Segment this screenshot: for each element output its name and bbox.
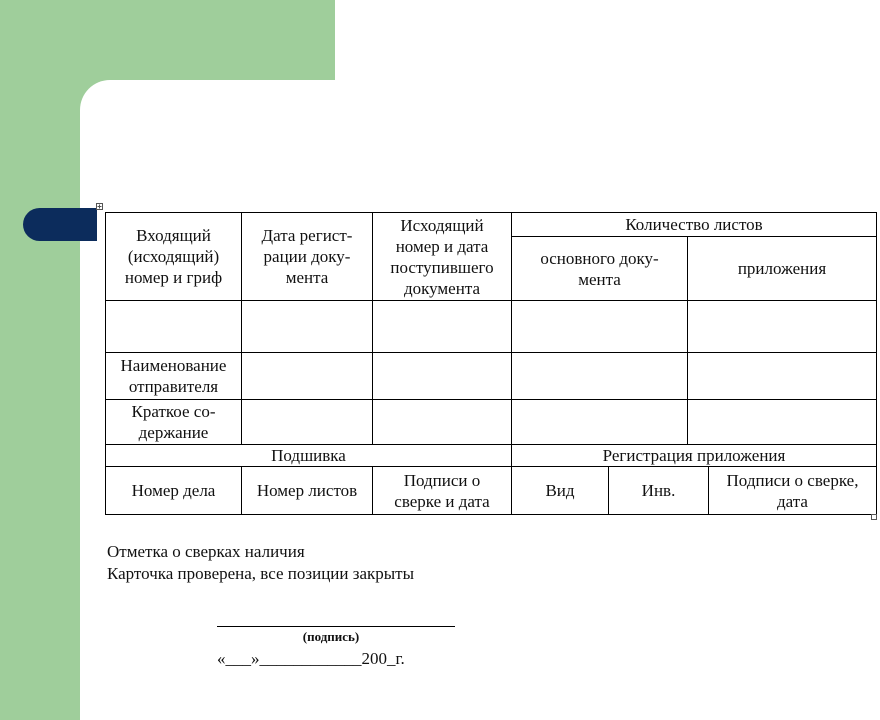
- incoming-number-cell: [106, 301, 242, 353]
- summary-cell: [373, 400, 512, 445]
- slide-accent-tab: [23, 208, 97, 241]
- table-move-handle-icon: [96, 203, 103, 210]
- registration-date-cell: [242, 301, 373, 353]
- signature-line: [217, 626, 455, 627]
- header-attachment-sheets: приложения: [688, 237, 877, 301]
- binding-verification-label: Подписи о сверке и дата: [373, 467, 512, 515]
- attachment-verification-label: Подписи о сверке, дата: [709, 467, 877, 515]
- signature-caption: (подпись): [302, 629, 360, 644]
- date-line: «___»____________200_г.: [217, 649, 405, 668]
- table-resize-handle-icon: [871, 514, 877, 520]
- sender-name-cell: [373, 353, 512, 400]
- sender-name-cell: [688, 353, 877, 400]
- card-checked-note: Карточка проверена, все позиции закрыты: [107, 564, 415, 583]
- summary-cell: [242, 400, 373, 445]
- attachment-sheets-cell: [688, 301, 877, 353]
- header-outgoing-number: Исходящий номер и дата поступившего документа: [373, 213, 512, 301]
- header-sheet-count: Количество листов: [512, 213, 877, 237]
- header-incoming-number: Входящий (исходящий) номер и гриф: [106, 213, 242, 301]
- sender-name-label: Наименование отправителя: [106, 353, 242, 400]
- section-binding: Подшивка: [106, 445, 512, 467]
- summary-cell: [512, 400, 688, 445]
- main-document-sheets-cell: [512, 301, 688, 353]
- outgoing-number-cell: [373, 301, 512, 353]
- registration-card-table: [105, 212, 877, 515]
- attachment-type-label: Вид: [512, 467, 609, 515]
- summary-cell: [688, 400, 877, 445]
- case-number-label: Номер дела: [106, 467, 242, 515]
- inventory-number-label: Инв.: [609, 467, 709, 515]
- summary-label: Краткое со- держание: [106, 400, 242, 445]
- sheet-numbers-label: Номер листов: [242, 467, 373, 515]
- header-main-document-sheets: основного доку- мента: [512, 237, 688, 301]
- sender-name-cell: [512, 353, 688, 400]
- header-registration-date: Дата регист- рации доку- мента: [242, 213, 373, 301]
- verification-note: Отметка о сверках наличия: [107, 542, 305, 561]
- section-attachment-registration: Регистрация приложения: [512, 445, 877, 467]
- sender-name-cell: [242, 353, 373, 400]
